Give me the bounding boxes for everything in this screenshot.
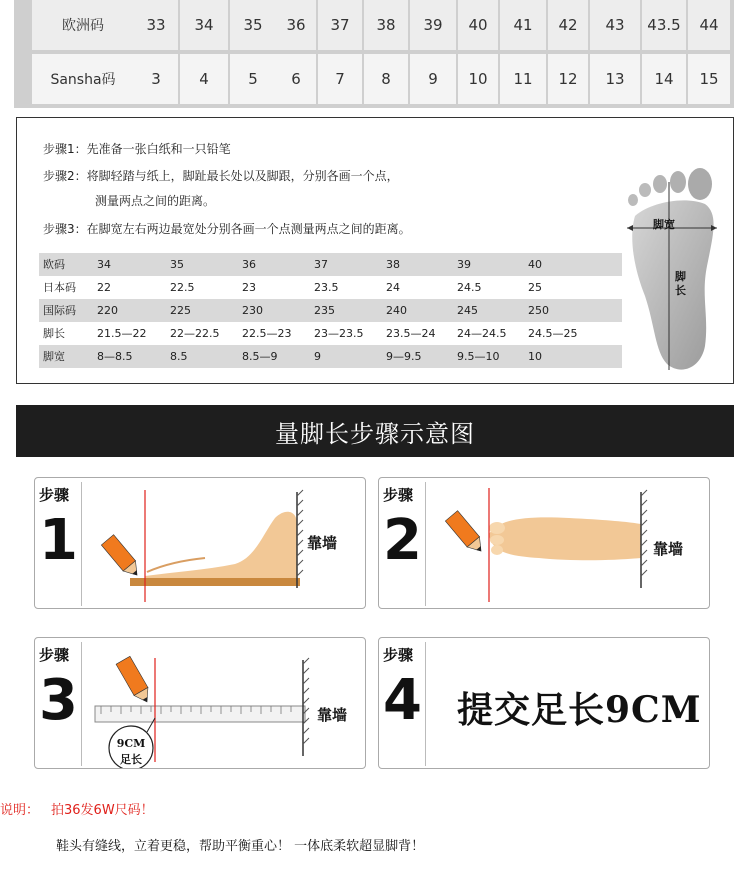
table-cell: 36 <box>242 258 256 271</box>
callout-value: 9CM <box>116 737 146 750</box>
size-cell: 13 <box>590 54 640 104</box>
size-cell: 5 <box>230 54 276 104</box>
table-cell: 23.5—24 <box>386 327 436 340</box>
table-cell: 37 <box>314 258 328 271</box>
size-cell: 3 <box>134 54 178 104</box>
size-cell: 44 <box>688 0 730 50</box>
step-number: 2 <box>383 508 422 573</box>
table-cell: 23.5 <box>314 281 339 294</box>
step-1-text: 步骤1：先准备一张白纸和一只铅笔 <box>43 142 231 156</box>
divider <box>81 642 82 766</box>
table-cell: 10 <box>528 350 542 363</box>
table-cell: 24—24.5 <box>457 327 507 340</box>
row-header: Sansha码 <box>32 54 134 104</box>
size-row-eu <box>14 0 734 50</box>
row-header: 欧码 <box>43 258 65 271</box>
table-cell: 250 <box>528 304 549 317</box>
section-banner <box>16 405 734 457</box>
row-header: 欧洲码 <box>32 0 134 50</box>
table-cell: 38 <box>386 258 400 271</box>
measuring-instructions <box>16 117 734 384</box>
table-cell: 9—9.5 <box>386 350 422 363</box>
size-row-sansha <box>14 54 734 104</box>
step-word: 步骤 <box>383 486 414 504</box>
size-cell: 43.5 <box>642 0 686 50</box>
row-header: 国际码 <box>43 304 76 317</box>
size-cell: 40 <box>458 0 498 50</box>
wall-label: 靠墙 <box>307 534 338 552</box>
table-cell: 230 <box>242 304 263 317</box>
wall-label: 靠墙 <box>653 540 684 558</box>
divider <box>81 482 82 606</box>
step-number: 1 <box>39 508 78 573</box>
size-cell: 11 <box>500 54 546 104</box>
table-cell: 9 <box>314 350 321 363</box>
submit-foot-length-text: 提交足长9CM <box>457 689 702 731</box>
divider <box>425 642 426 766</box>
row-header: 脚宽 <box>43 350 65 363</box>
table-cell: 22 <box>97 281 111 294</box>
table-cell: 220 <box>97 304 118 317</box>
size-table <box>14 0 734 108</box>
table-cell: 23 <box>242 281 256 294</box>
divider <box>425 482 426 606</box>
table-cell: 22—22.5 <box>170 327 220 340</box>
table-cell: 39 <box>457 258 471 271</box>
wall-label: 靠墙 <box>317 706 348 724</box>
row-header: 脚长 <box>43 327 65 340</box>
step-word: 步骤 <box>383 646 414 664</box>
step-2-continuation: 测量两点之间的距离。 <box>95 194 216 208</box>
table-cell: 9.5—10 <box>457 350 500 363</box>
size-cell: 36 <box>276 0 316 50</box>
table-cell: 22.5—23 <box>242 327 292 340</box>
table-cell: 245 <box>457 304 478 317</box>
size-cell: 15 <box>688 54 730 104</box>
row-header: 日本码 <box>43 281 76 294</box>
step-panel-2 <box>378 477 710 609</box>
banner-title: 量脚长步骤示意图 <box>275 419 475 448</box>
size-cell: 34 <box>180 0 228 50</box>
conversion-row <box>39 322 622 345</box>
foot-outline-diagram <box>615 136 727 376</box>
conversion-row <box>39 345 622 368</box>
size-cell: 35 <box>230 0 276 50</box>
step-panel-3 <box>34 637 366 769</box>
conversion-row <box>39 276 622 299</box>
callout-label: 足长 <box>120 753 142 766</box>
size-cell: 12 <box>548 54 588 104</box>
size-cell: 7 <box>318 54 362 104</box>
conversion-row <box>39 299 622 322</box>
size-cell: 43 <box>590 0 640 50</box>
table-cell: 24.5 <box>457 281 482 294</box>
table-cell: 21.5—22 <box>97 327 147 340</box>
table-cell: 34 <box>97 258 111 271</box>
table-cell: 8.5—9 <box>242 350 278 363</box>
size-cell: 33 <box>134 0 178 50</box>
table-cell: 235 <box>314 304 335 317</box>
table-cell: 240 <box>386 304 407 317</box>
table-cell: 24 <box>386 281 400 294</box>
step-panel-4 <box>378 637 710 769</box>
table-cell: 22.5 <box>170 281 195 294</box>
step-3-text: 步骤3：在脚宽左右两边最宽处分别各画一个点测量两点之间的距离。 <box>43 222 411 236</box>
note <box>0 799 154 818</box>
note-text: 拍36发6W尺码！ <box>51 803 154 818</box>
table-cell: 23—23.5 <box>314 327 364 340</box>
size-cell: 6 <box>276 54 316 104</box>
step-2-text: 步骤2：将脚轻踏与纸上，脚趾最长处以及脚跟，分别各画一个点， <box>43 169 399 183</box>
size-cell: 39 <box>410 0 456 50</box>
table-cell: 8.5 <box>170 350 188 363</box>
conversion-row <box>39 253 622 276</box>
table-cell: 8—8.5 <box>97 350 133 363</box>
size-cell: 38 <box>364 0 408 50</box>
step-number: 4 <box>383 668 422 733</box>
note-prefix: 说明： <box>0 803 40 818</box>
step-number: 3 <box>39 668 78 733</box>
step-word: 步骤 <box>39 486 70 504</box>
size-cell: 4 <box>180 54 228 104</box>
product-tagline: 鞋头有缝线，立着更稳，帮助平衡重心！ 一体底柔软超显脚背！ <box>56 839 425 854</box>
table-cell: 40 <box>528 258 542 271</box>
table-cell: 25 <box>528 281 542 294</box>
foot-width-label: 脚宽 <box>653 218 675 231</box>
size-cell: 8 <box>364 54 408 104</box>
step-word: 步骤 <box>39 646 70 664</box>
size-cell: 9 <box>410 54 456 104</box>
size-cell: 37 <box>318 0 362 50</box>
size-cell: 14 <box>642 54 686 104</box>
step-panel-1 <box>34 477 366 609</box>
table-cell: 225 <box>170 304 191 317</box>
size-cell: 42 <box>548 0 588 50</box>
table-cell: 35 <box>170 258 184 271</box>
foot-length-label: 脚长 <box>675 270 686 297</box>
size-cell: 41 <box>500 0 546 50</box>
size-cell: 10 <box>458 54 498 104</box>
table-cell: 24.5—25 <box>528 327 578 340</box>
